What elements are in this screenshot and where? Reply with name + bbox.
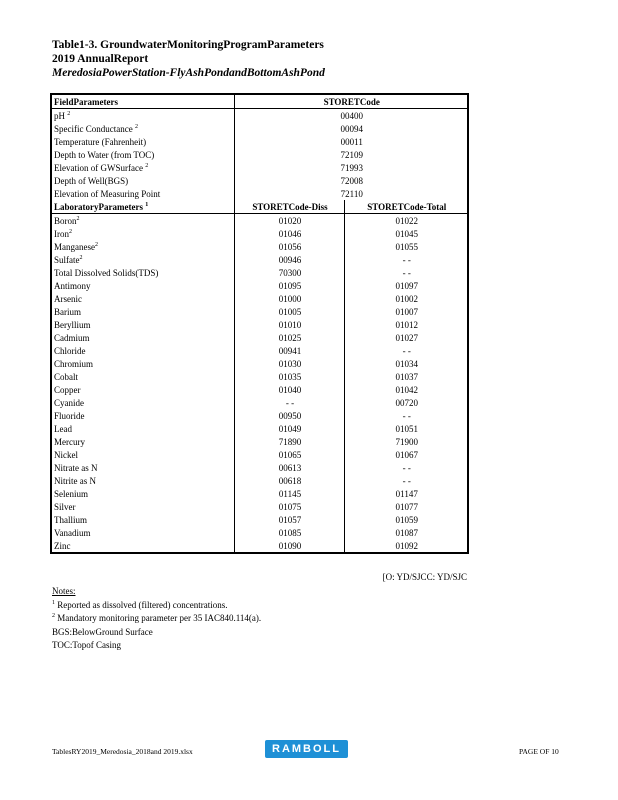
lab-storet-diss: 71890 xyxy=(234,435,344,448)
lab-storet-diss: 01010 xyxy=(234,318,344,331)
lab-storet-total: 00720 xyxy=(344,396,468,409)
field-param-name: Elevation of GWSurface $^2$ xyxy=(54,162,149,173)
lab-row xyxy=(51,448,468,461)
lab-storet-diss: 00950 xyxy=(234,409,344,422)
lab-row xyxy=(51,318,468,331)
lab-param-name: Barium xyxy=(54,306,81,317)
lab-row xyxy=(51,422,468,435)
lab-row xyxy=(51,253,468,266)
ramboll-logo: RAMBOLL xyxy=(265,740,348,758)
lab-row xyxy=(51,409,468,422)
field-header-row xyxy=(51,94,468,109)
lab-storet-diss: 01025 xyxy=(234,331,344,344)
lab-row xyxy=(51,344,468,357)
lab-param-name: Arsenic xyxy=(54,293,82,304)
field-param-name: Specific Conductance $^2$ xyxy=(54,123,138,134)
lab-storet-diss: 01049 xyxy=(234,422,344,435)
title-line-3: MeredosiaPowerStation-FlyAshPondandBottomAshPond xyxy=(52,67,325,79)
lab-row xyxy=(51,461,468,474)
notes-section xyxy=(52,585,261,653)
field-row xyxy=(51,122,468,135)
lab-row xyxy=(51,266,468,279)
lab-storet-diss: 01035 xyxy=(234,370,344,383)
lab-row xyxy=(51,292,468,305)
lab-storet-total: 01007 xyxy=(344,305,468,318)
lab-storet-diss: 70300 xyxy=(234,266,344,279)
lab-param-name: Total Dissolved Solids(TDS) xyxy=(54,267,159,278)
field-storet-code: 72110 xyxy=(234,187,468,200)
lab-param-name: Mercury xyxy=(54,436,85,447)
lab-param-name: Boron$^2$ xyxy=(54,215,80,226)
field-storet-code: 72008 xyxy=(234,174,468,187)
lab-row xyxy=(51,227,468,240)
note-item: TOC:Topof Casing xyxy=(52,640,121,650)
lab-row xyxy=(51,526,468,539)
lab-storet-diss: 01145 xyxy=(234,487,344,500)
lab-storet-diss: 01057 xyxy=(234,513,344,526)
lab-storet-diss: 01090 xyxy=(234,539,344,553)
lab-param-name: Cadmium xyxy=(54,332,90,343)
field-param-name: Temperature (Fahrenheit) xyxy=(54,136,147,147)
lab-storet-diss: - - xyxy=(234,396,344,409)
lab-param-name: Zinc xyxy=(54,540,71,551)
lab-param-name: Silver xyxy=(54,501,76,512)
lab-storet-diss: 01095 xyxy=(234,279,344,292)
lab-row xyxy=(51,383,468,396)
lab-storet-total: - - xyxy=(344,409,468,422)
lab-storet-total: 01147 xyxy=(344,487,468,500)
lab-param-name: Iron$^2$ xyxy=(54,228,72,239)
lab-row xyxy=(51,357,468,370)
lab-storet-total: - - xyxy=(344,253,468,266)
lab-param-name: Antimony xyxy=(54,280,91,291)
storet-code-header: STORETCode xyxy=(234,94,468,109)
lab-storet-diss: 01046 xyxy=(234,227,344,240)
lab-storet-total: 71900 xyxy=(344,435,468,448)
lab-row xyxy=(51,279,468,292)
lab-param-name: Lead xyxy=(54,423,72,434)
lab-param-name: Selenium xyxy=(54,488,88,499)
title-line-1: Table1-3. GroundwaterMonitoringProgramParameters xyxy=(52,39,324,51)
lab-param-name: Vanadium xyxy=(54,527,91,538)
lab-param-name: Beryllium xyxy=(54,319,91,330)
field-row xyxy=(51,174,468,187)
lab-row xyxy=(51,487,468,500)
lab-storet-diss: 00946 xyxy=(234,253,344,266)
footer-filename: TablesRY2019_Meredosia_2018and 2019.xlsx xyxy=(52,747,193,756)
lab-storet-diss: 00613 xyxy=(234,461,344,474)
lab-parameters-header: LaboratoryParameters $^1$ xyxy=(51,200,234,214)
lab-param-name: Manganese$^2$ xyxy=(54,241,98,252)
lab-storet-total: 01087 xyxy=(344,526,468,539)
document-title xyxy=(52,38,325,80)
lab-storet-diss: 01000 xyxy=(234,292,344,305)
field-param-name: Elevation of Measuring Point xyxy=(54,188,161,199)
notes-heading: Notes: xyxy=(52,586,76,596)
field-param-name: Depth to Water (from TOC) xyxy=(54,149,155,160)
lab-storet-total: 01045 xyxy=(344,227,468,240)
lab-param-name: Fluoride xyxy=(54,410,85,421)
lab-storet-diss: 01040 xyxy=(234,383,344,396)
lab-storet-diss: 01030 xyxy=(234,357,344,370)
field-storet-code: 71993 xyxy=(234,161,468,174)
note-item: BGS:BelowGround Surface xyxy=(52,626,153,637)
field-storet-code: 72109 xyxy=(234,148,468,161)
lab-header-row xyxy=(51,200,468,214)
lab-row xyxy=(51,240,468,253)
lab-row xyxy=(51,539,468,553)
field-row xyxy=(51,109,468,123)
field-row xyxy=(51,148,468,161)
lab-storet-diss: 01056 xyxy=(234,240,344,253)
lab-storet-diss: 00941 xyxy=(234,344,344,357)
lab-row xyxy=(51,500,468,513)
lab-param-name: Sulfate$^2$ xyxy=(54,254,83,265)
lab-storet-total: - - xyxy=(344,266,468,279)
field-row xyxy=(51,135,468,148)
lab-storet-total: 01012 xyxy=(344,318,468,331)
lab-storet-total: 01037 xyxy=(344,370,468,383)
lab-storet-diss: 00618 xyxy=(234,474,344,487)
lab-storet-total: - - xyxy=(344,461,468,474)
lab-param-name: Chloride xyxy=(54,345,86,356)
footer-page-number: PAGE OF 10 xyxy=(519,747,559,756)
lab-row xyxy=(51,370,468,383)
lab-row xyxy=(51,305,468,318)
lab-row xyxy=(51,435,468,448)
lab-storet-total: 01059 xyxy=(344,513,468,526)
lab-storet-total: 01077 xyxy=(344,500,468,513)
field-storet-code: 00094 xyxy=(234,122,468,135)
lab-storet-diss: 01020 xyxy=(234,214,344,228)
lab-storet-total: 01022 xyxy=(344,214,468,228)
lab-param-name: Nitrite as N xyxy=(54,475,96,486)
lab-storet-total: 01042 xyxy=(344,383,468,396)
lab-storet-total: 01055 xyxy=(344,240,468,253)
storet-total-header: STORETCode-Total xyxy=(344,200,468,214)
lab-storet-total: 01027 xyxy=(344,331,468,344)
lab-param-name: Cyanide xyxy=(54,397,84,408)
lab-param-name: Copper xyxy=(54,384,81,395)
lab-storet-diss: 01075 xyxy=(234,500,344,513)
lab-storet-diss: 01085 xyxy=(234,526,344,539)
lab-storet-total: 01097 xyxy=(344,279,468,292)
lab-storet-total: - - xyxy=(344,474,468,487)
lab-param-name: Nickel xyxy=(54,449,78,460)
notes-list xyxy=(52,599,261,653)
field-row xyxy=(51,161,468,174)
lab-row xyxy=(51,474,468,487)
title-line-2: 2019 AnnualReport xyxy=(52,53,149,65)
lab-storet-total: 01092 xyxy=(344,539,468,553)
lab-param-name: Chromium xyxy=(54,358,94,369)
lab-row xyxy=(51,396,468,409)
note-item: $^1$ Reported as dissolved (filtered) concentrations. xyxy=(52,599,228,610)
lab-storet-total: 01051 xyxy=(344,422,468,435)
field-storet-code: 00011 xyxy=(234,135,468,148)
field-param-name: Depth of Well(BGS) xyxy=(54,175,129,186)
lab-row xyxy=(51,214,468,228)
lab-parameters-section xyxy=(51,200,468,553)
field-storet-code: 00400 xyxy=(234,109,468,123)
reference-initials: [O: YD/SJCC: YD/SJC xyxy=(382,572,467,582)
lab-storet-total: 01002 xyxy=(344,292,468,305)
lab-storet-diss: 01005 xyxy=(234,305,344,318)
field-parameters-header: FieldParameters xyxy=(51,94,234,109)
lab-param-name: Nitrate as N xyxy=(54,462,98,473)
lab-storet-total: 01034 xyxy=(344,357,468,370)
lab-row xyxy=(51,331,468,344)
field-row xyxy=(51,187,468,200)
parameters-table xyxy=(50,93,469,554)
lab-storet-total: - - xyxy=(344,344,468,357)
lab-storet-total: 01067 xyxy=(344,448,468,461)
lab-row xyxy=(51,513,468,526)
storet-diss-header: STORETCode-Diss xyxy=(234,200,344,214)
field-parameters-section xyxy=(51,94,468,200)
note-item: $^2$ Mandatory monitoring parameter per 35 IAC840.114(a). xyxy=(52,613,262,623)
lab-storet-diss: 01065 xyxy=(234,448,344,461)
lab-param-name: Cobalt xyxy=(54,371,78,382)
field-param-name: pH $^2$ xyxy=(54,110,71,121)
lab-param-name: Thallium xyxy=(54,514,87,525)
